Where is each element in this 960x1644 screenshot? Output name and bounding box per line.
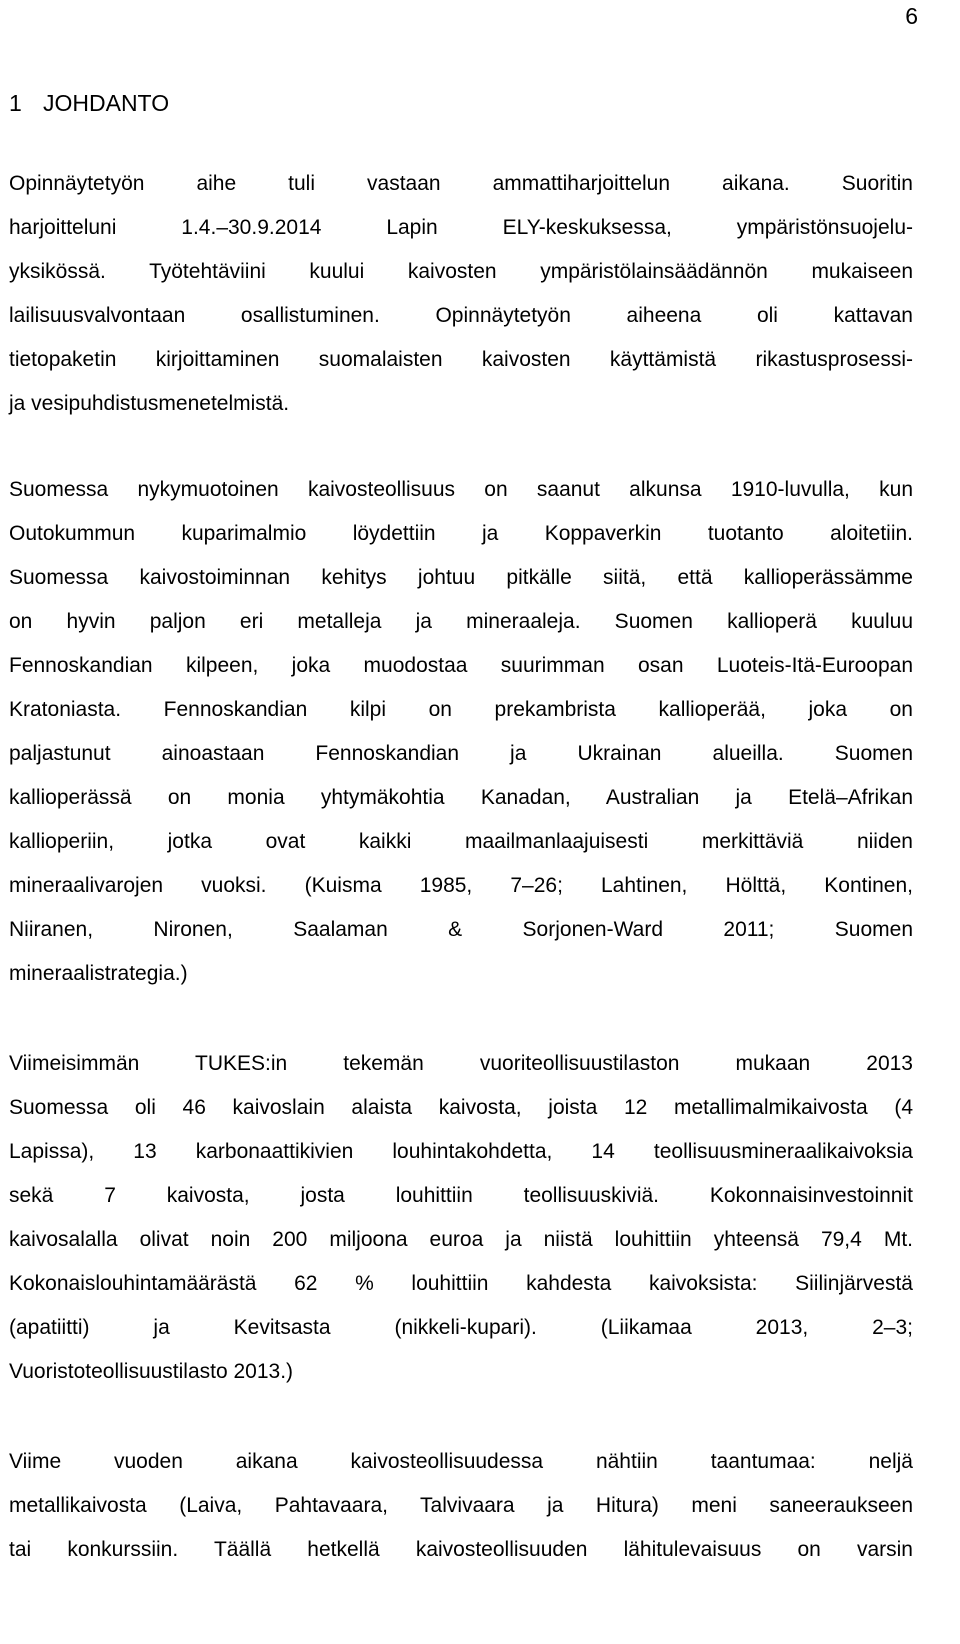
paragraph-introduction — [9, 162, 913, 426]
text-line: Fennoskandian kilpeen, joka muodostaa suurimman osan Luoteis-Itä-Euroopan — [9, 654, 913, 677]
text-line: Lapissa), 13 karbonaattikivien louhintakohdetta, 14 teollisuusmineraalikaivoksia — [9, 1140, 913, 1163]
text-line: Outokummun kuparimalmio löydettiin ja Koppaverkin tuotanto aloitetiin. — [9, 522, 913, 545]
page-number: 6 — [905, 3, 918, 29]
text-line: kallioperiin, jotka ovat kaikki maailmanlaajuisesti merkittäviä niiden — [9, 830, 913, 853]
text-line: harjoitteluni 1.4.–30.9.2014 Lapin ELY-keskuksessa, ympäristönsuojelu- — [9, 216, 913, 239]
text-line: mineraalistrategia.) — [9, 962, 188, 985]
text-line: Kokonaislouhintamäärästä 62 % louhittiin kahdesta kaivoksista: Siilinjärvestä — [9, 1272, 913, 1295]
text-line: sekä 7 kaivosta, josta louhittiin teollisuuskiviä. Kokonnaisinvestoinnit — [9, 1184, 913, 1207]
paragraph-mining-history — [9, 468, 913, 996]
chapter-heading — [9, 88, 169, 118]
paragraph-mining-statistics — [9, 1042, 913, 1394]
text-line: Suomessa oli 46 kaivoslain alaista kaivosta, joista 12 metallimalmikaivosta (4 — [9, 1096, 913, 1119]
text-line: Opinnäytetyön aihe tuli vastaan ammattiharjoittelun aikana. Suoritin — [9, 172, 913, 195]
text-line: Kratoniasta. Fennoskandian kilpi on prekambrista kallioperää, joka on — [9, 698, 913, 721]
text-line: paljastunut ainoastaan Fennoskandian ja Ukrainan alueilla. Suomen — [9, 742, 913, 765]
text-line: Viime vuoden aikana kaivosteollisuudessa nähtiin taantumaa: neljä — [9, 1450, 913, 1473]
chapter-number: 1 — [9, 90, 22, 116]
text-line: tai konkurssiin. Täällä hetkellä kaivosteollisuuden lähitulevaisuus on varsin — [9, 1538, 913, 1561]
text-line: kaivosalalla olivat noin 200 miljoona euroa ja niistä louhittiin yhteensä 79,4 Mt. — [9, 1228, 913, 1251]
text-line: on hyvin paljon eri metalleja ja mineraaleja. Suomen kallioperä kuuluu — [9, 610, 913, 633]
chapter-title: JOHDANTO — [43, 90, 170, 116]
text-line: Suomessa nykymuotoinen kaivosteollisuus on saanut alkunsa 1910-luvulla, kun — [9, 478, 913, 501]
text-line: Niiranen, Nironen, Saalaman & Sorjonen-Ward 2011; Suomen — [9, 918, 913, 941]
text-line: ja vesipuhdistusmenetelmistä. — [9, 392, 290, 415]
text-line: mineraalivarojen vuoksi. (Kuisma 1985, 7–26; Lahtinen, Hölttä, Kontinen, — [9, 874, 913, 897]
paragraph-recent-recession — [9, 1440, 913, 1572]
text-line: lailisuusvalvontaan osallistuminen. Opinnäytetyön aiheena oli kattavan — [9, 304, 913, 327]
text-line: metallikaivosta (Laiva, Pahtavaara, Talvivaara ja Hitura) meni saneeraukseen — [9, 1494, 913, 1517]
text-line: Viimeisimmän TUKES:in tekemän vuoriteollisuustilaston mukaan 2013 — [9, 1052, 913, 1075]
text-line: Vuoristoteollisuustilasto 2013.) — [9, 1360, 294, 1383]
text-line: yksikössä. Työtehtäviini kuului kaivosten ympäristölainsäädännön mukaiseen — [9, 260, 913, 283]
text-line: tietopaketin kirjoittaminen suomalaisten kaivosten käyttämistä rikastusprosessi- — [9, 348, 913, 371]
text-line: kallioperässä on monia yhtymäkohtia Kanadan, Australian ja Etelä–Afrikan — [9, 786, 913, 809]
text-line: Suomessa kaivostoiminnan kehitys johtuu pitkälle siitä, että kallioperässämme — [9, 566, 913, 589]
text-line: (apatiitti) ja Kevitsasta (nikkeli-kupari). (Liikamaa 2013, 2–3; — [9, 1316, 913, 1339]
